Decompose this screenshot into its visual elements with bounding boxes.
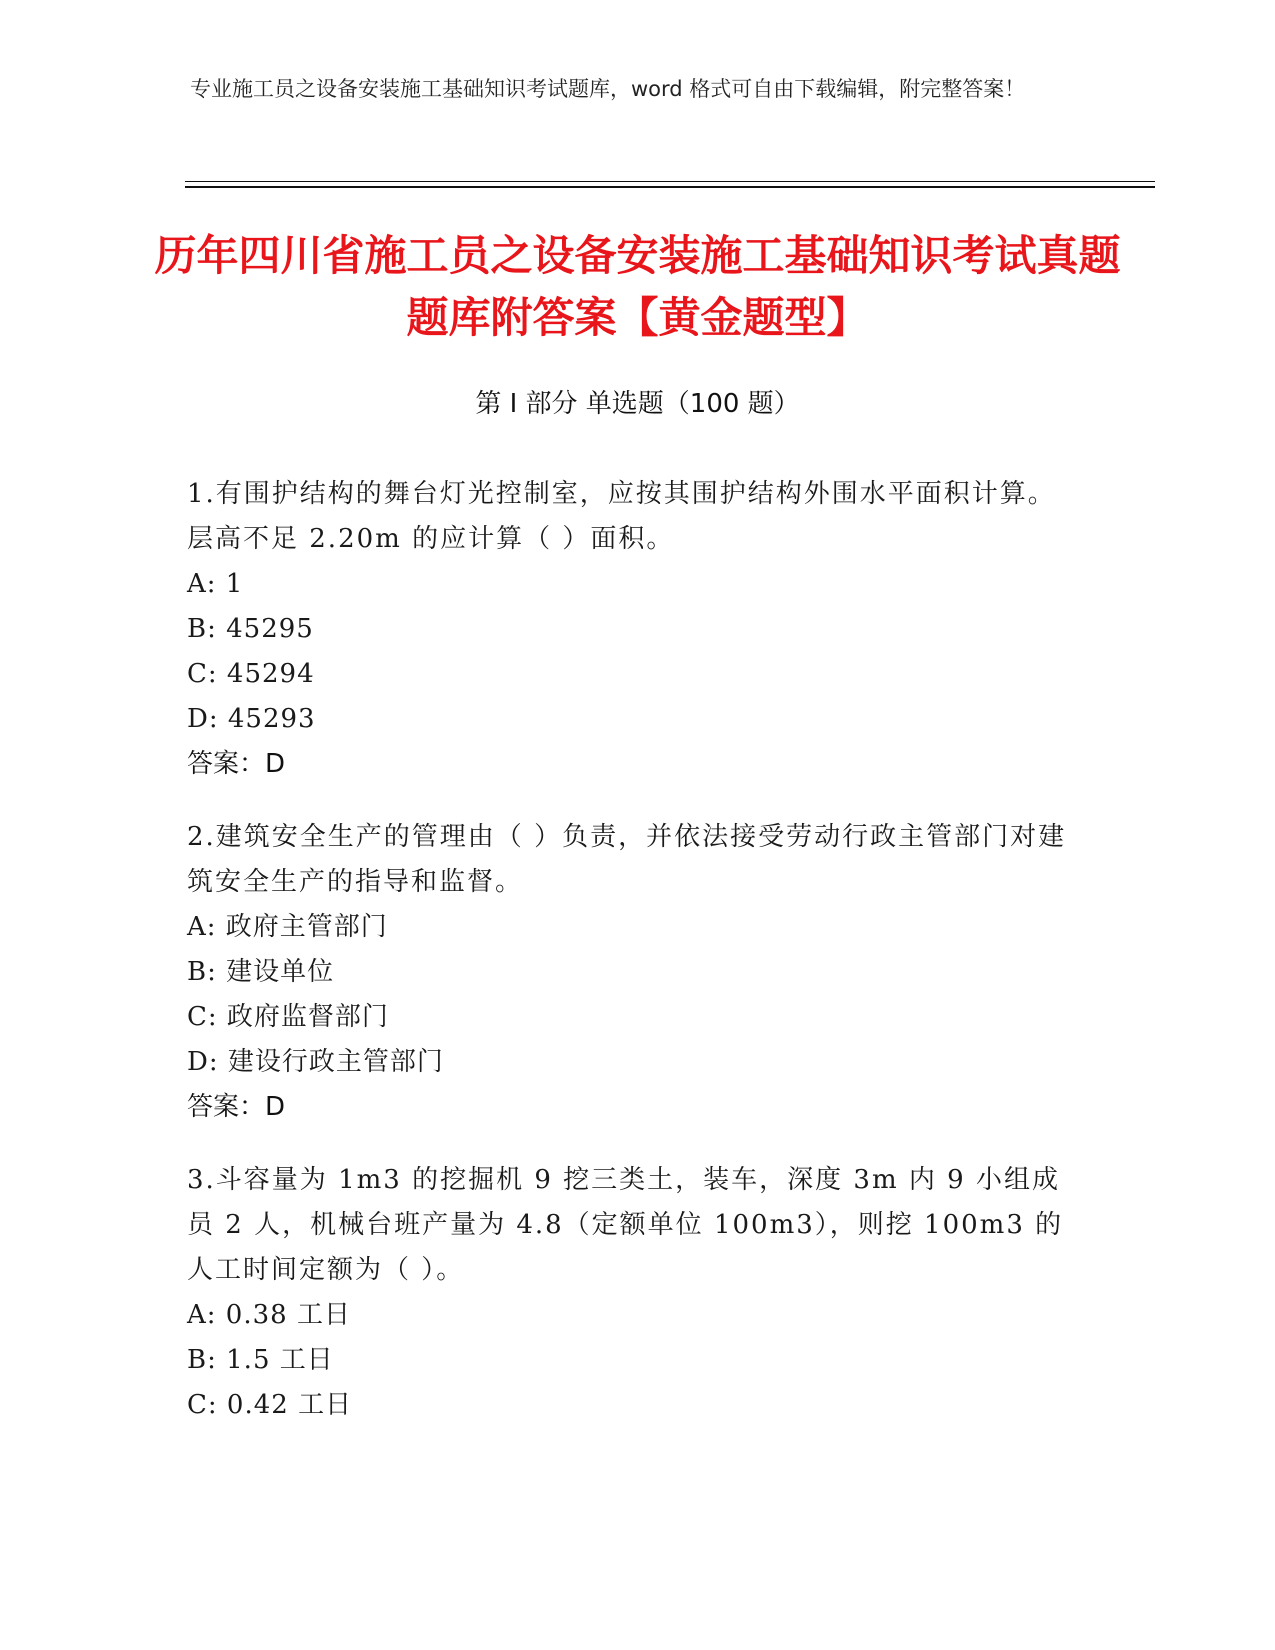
option-d: D: 45293 xyxy=(187,704,316,734)
option-a: A: 政府主管部门 xyxy=(187,912,388,942)
section-title: 第 I 部分 单选题（100 题） xyxy=(475,389,800,419)
question-stem: 3.斗容量为 1m3 的挖掘机 9 挖三类土，装车，深度 3m 内 9 小组成员 2 人，机械台班产量为 4.8（定额单位 100m3），则挖 100m3 的人工时间定额为（ ）。 xyxy=(187,1165,1064,1285)
question-stem: 2.建筑安全生产的管理由（ ）负责，并依法接受劳动行政主管部门对建筑安全生产的指导和监督。 xyxy=(187,822,1067,897)
option-b: B: 45295 xyxy=(187,614,314,644)
question-3 xyxy=(187,1158,1077,1428)
option-b: B: 建设单位 xyxy=(187,957,335,987)
question-list xyxy=(187,472,1077,1456)
question-2 xyxy=(187,815,1077,1130)
question-stem: 1.有围护结构的舞台灯光控制室，应按其围护结构外围水平面积计算。层高不足 2.20m 的应计算（ ）面积。 xyxy=(187,479,1056,554)
header-note: 专业施工员之设备安装施工基础知识考试题库，word 格式可自由下载编辑，附完整答案！ xyxy=(190,77,1026,101)
option-c: C: 政府监督部门 xyxy=(187,1002,389,1032)
option-c: C: 45294 xyxy=(187,659,315,689)
header-divider-thick xyxy=(185,186,1155,188)
answer-line: 答案：D xyxy=(187,749,286,779)
option-b: B: 1.5 工日 xyxy=(187,1345,334,1375)
option-a: A: 0.38 工日 xyxy=(187,1300,351,1330)
option-a: A: 1 xyxy=(187,569,244,599)
question-1 xyxy=(187,472,1077,787)
option-c: C: 0.42 工日 xyxy=(187,1390,353,1420)
header-divider-thin xyxy=(185,181,1155,182)
document-title: 历年四川省施工员之设备安装施工基础知识考试真题题库附答案【黄金题型】 xyxy=(154,231,1121,342)
answer-line: 答案：D xyxy=(187,1092,286,1122)
option-d: D: 建设行政主管部门 xyxy=(187,1047,444,1077)
